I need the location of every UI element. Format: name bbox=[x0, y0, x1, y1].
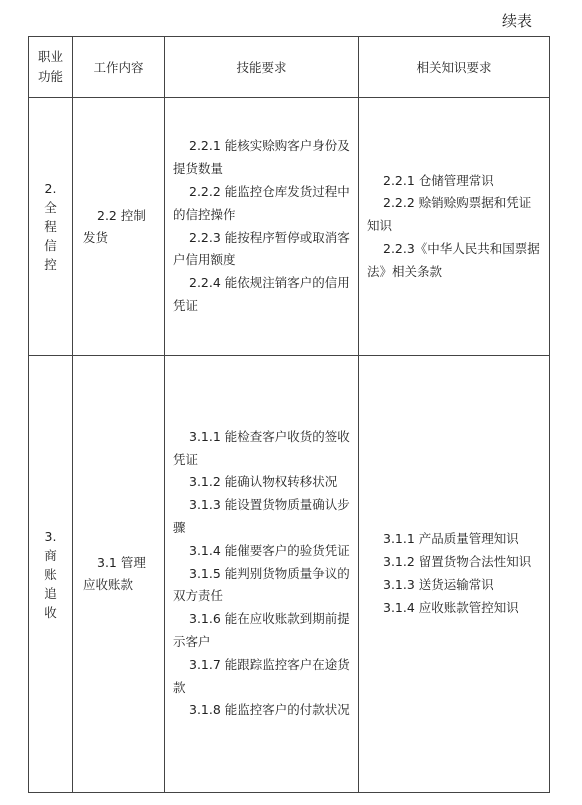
skill-item: 3.1.8 能监控客户的付款状况 bbox=[189, 702, 350, 718]
table-caption: 续表 bbox=[501, 12, 532, 30]
function-number: 3. bbox=[44, 528, 57, 544]
skill-item: 2.2.3 能按程序暂停或取消客户信用额度 bbox=[173, 229, 350, 268]
knowledge-item: 2.2.2 赊销赊购票据和凭证知识 bbox=[367, 195, 532, 234]
function-name: 商账追收 bbox=[44, 547, 57, 620]
work-content-line: 2.2 控制 bbox=[97, 207, 146, 223]
knowledge-item: 2.2.1 仓储管理常识 bbox=[383, 172, 494, 188]
knowledge-item: 3.1.4 应收账款管控知识 bbox=[383, 599, 519, 615]
skill-item: 2.2.2 能监控仓库发货过程中的信控操作 bbox=[173, 183, 350, 222]
function-cell bbox=[29, 356, 73, 793]
work-content-cell bbox=[73, 356, 165, 793]
skill-item: 3.1.4 能催要客户的验货凭证 bbox=[189, 542, 350, 558]
knowledge-item: 3.1.3 送货运输常识 bbox=[383, 577, 494, 592]
skill-cell bbox=[165, 98, 359, 356]
competency-table bbox=[28, 36, 550, 793]
work-content-line: 应收账款 bbox=[83, 577, 134, 592]
header-knowledge: 相关知识要求 bbox=[359, 37, 550, 98]
function-cell bbox=[29, 98, 73, 356]
knowledge-cell bbox=[359, 356, 550, 793]
function-name: 全程信控 bbox=[44, 200, 57, 272]
knowledge-item: 3.1.2 留置货物合法性知识 bbox=[383, 554, 532, 570]
skill-item: 3.1.7 能跟踪监控客户在途货款 bbox=[173, 656, 350, 695]
skill-cell bbox=[165, 356, 359, 793]
skill-item: 3.1.1 能检查客户收货的签收凭证 bbox=[173, 428, 350, 467]
work-content-line: 3.1 管理 bbox=[97, 555, 146, 570]
table-row bbox=[29, 98, 550, 356]
skill-item: 2.2.1 能核实赊购客户身份及提货数量 bbox=[173, 138, 350, 177]
skill-item: 3.1.6 能在应收账款到期前提示客户 bbox=[173, 611, 350, 649]
header-work: 工作内容 bbox=[73, 37, 165, 98]
knowledge-cell bbox=[359, 98, 550, 356]
header-row bbox=[29, 37, 550, 98]
header-skill: 技能要求 bbox=[165, 37, 359, 98]
work-content-line: 发货 bbox=[83, 229, 109, 245]
header-function-line-2: 功能 bbox=[37, 69, 63, 84]
work-content-cell bbox=[73, 98, 165, 356]
header-function-line-1: 职业 bbox=[37, 49, 63, 64]
knowledge-item: 2.2.3《中华人民共和国票据法》相关条款 bbox=[367, 240, 540, 279]
skill-item: 3.1.5 能判别货物质量争议的双方责任 bbox=[173, 565, 350, 604]
skill-item: 3.1.2 能确认物权转移状况 bbox=[189, 474, 338, 490]
header-function bbox=[29, 37, 73, 98]
function-number: 2. bbox=[44, 181, 57, 196]
table-row bbox=[29, 356, 550, 793]
knowledge-item: 3.1.1 产品质量管理知识 bbox=[383, 531, 519, 547]
skill-item: 2.2.4 能依规注销客户的信用凭证 bbox=[173, 275, 350, 313]
skill-item: 3.1.3 能设置货物质量确认步骤 bbox=[173, 497, 350, 535]
